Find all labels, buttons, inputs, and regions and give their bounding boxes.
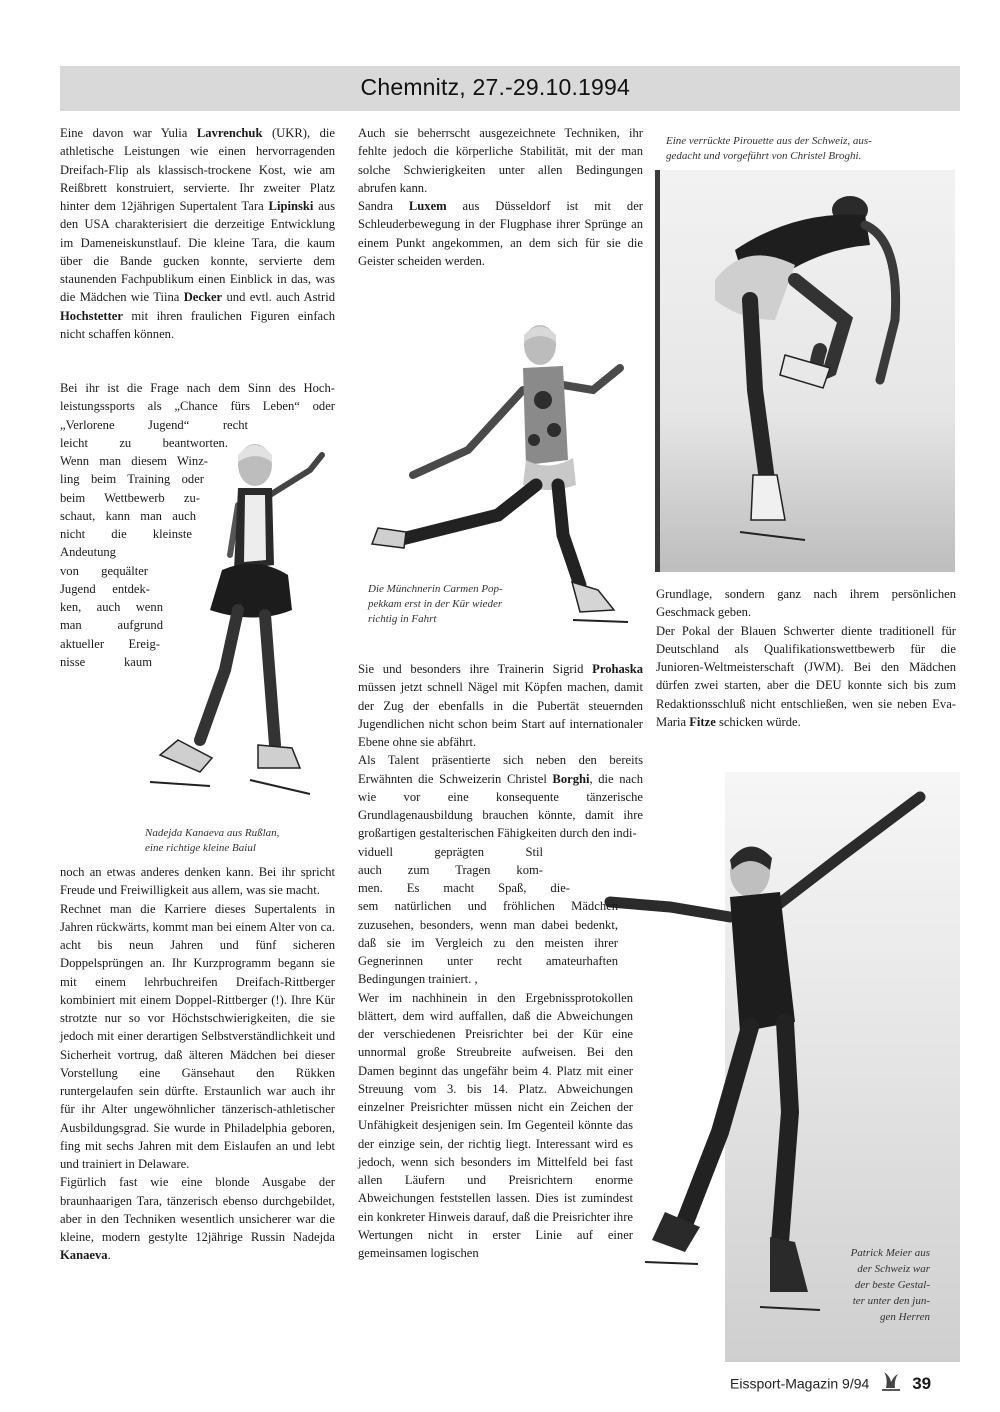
paragraph: Grundlage, sondern ganz nach ihrem persönlichen Geschmack geben.	[656, 587, 956, 620]
footer	[730, 1368, 931, 1399]
line: „Verlorene Jugend“ recht	[60, 417, 248, 432]
line: nisse kaum	[60, 654, 152, 669]
line: ken, auch wenn	[60, 600, 163, 614]
line: nicht die kleinste	[60, 527, 192, 541]
column-1-bottom	[60, 863, 335, 1265]
paragraph: Rechnet man die Karriere dieses Supertalents in Jahren rückwärts, kommt man bei einem Alter von ca. acht bis neun Jahren und fünf sicheren Doppelsprüngen an. Ihr Kurzprogramm begann sie mit einem lehrbuchreifen Dreifach-Rittberger kombiniert mit einem Doppel-Rittberger (!). Ihre Kür strotzte nur so vor Höchstschwierigkeiten, die sie jedoch mit einer derartigen Selbstverständlichkeit und Sicherheit vortrug, daß älteren Mädchen bei dieser Vorstellung eine Gänsehaut den Rükken runtergelaufen sein dürfte. Erstaunlich war auch ihr für ihr Alter ungewöhnlicher tänzerisch-athletischer Ausbildungsgrad. Sie wurde in Philadelphia geboren, fing mit sechs Jahren mit dem Eislaufen an und lebt und trainiert in Delaware.	[60, 901, 335, 1171]
line: Jugend entdek-	[60, 581, 150, 596]
column-2-top	[358, 124, 643, 270]
photo-borghi	[655, 170, 955, 572]
paragraph: Sie und besonders ihre Trainerin Sigrid Prohaska müssen jetzt schnell Nägel mit Köpfen machen, damit der Zug der ebenfalls in die Pubertät steuernden Jugendlichen nicht schon beim Start auf internationaler Ebene ohne sie abfährt.	[358, 662, 643, 749]
line: von gequälter	[60, 563, 148, 578]
line: men. Es macht Spaß, die-	[358, 881, 570, 895]
photo-poppek	[358, 300, 643, 630]
photo-caption-meier: Patrick Meier aus der Schweiz war der beste Gestal- ter unter den jun- gen Herren	[850, 1247, 930, 1323]
paragraph: Wer im nachhinein in den Ergebnissprotokollen blättert, dem wird auffallen, daß die Abweichungen der verschiedenen Preisrichter bei der Kür eine unnormal große Streubreite aufweisen. Bei den Damen beginnt das ungefähr beim 4. Platz mit einer Streuung vom 3. bis 14. Platz. Abweichungen einzelner Preisrichter müssen nicht ein Zeichen der Unfähigkeit desjenigen sein. Im Gegenteil könnte das der einzige sein, der richtig liegt. Interessant wird es jedoch, wenn sich besonders im Mittelfeld bei fast allen Läufern und Preisrichtern enorme Abweichungen feststellen lassen. Dies ist zumindest ein konkreter Hinweis darauf, daß die Preisrichter ihre Wertungen nicht in erster Linie auf einer gemeinsamen logischen	[358, 990, 633, 1260]
line: Wenn man diesem Winz-	[60, 454, 208, 468]
line: man aufgrund	[60, 618, 163, 633]
paragraph: sem natürlichen und fröhlichen Mädchen zuzusehen, besonders, wenn man dabei bedenkt, daß sie im Vergleich zu den meisten ihrer Gegnerinnen unter recht amateurhaften Bedingungen trainiert. ,	[358, 899, 618, 987]
line: Andeutung	[60, 545, 116, 560]
paragraph: Eine davon war Yulia Lavrenchuk (UKR), die athletische Leistungen wie einen hervorragenden Dreifach-Flip als klassisch-trockene Kost, wie am Reißbrett konstruiert, servierte. Ihr zweiter Platz hinter dem 12jährigen Supertalent Tara Lipinski aus den USA charakterisiert die derzeitige Entwicklung im Dameneiskunstlauf. Die kleine Tara, die kaum über die Bande gucken konnte, servierte dem staunenden Fachpublikum einen Einblick in das, was die Mädchen wie Tiina Decker und evtl. auch Astrid Hochstetter mit ihren fraulichen Figuren einfach nicht schaffen können.	[60, 126, 336, 341]
page-number: 39	[912, 1373, 932, 1393]
line: leistungssports als „Chance fürs Leben“ oder	[60, 399, 335, 414]
column-3	[656, 585, 956, 731]
page-title: Chemnitz, 27.-29.10.1994	[360, 74, 630, 100]
line: auch zum Tragen kom-	[358, 862, 543, 877]
line: viduell geprägten Stil	[358, 844, 543, 859]
photo-caption-poppek: Die Münchnerin Carmen Pop- pekkam erst in der Kür wieder richtig in Fahrt	[368, 583, 503, 625]
photo-caption-kanaeva: Nadejda Kanaeva aus Rußlan, eine richtige kleine Baiul	[145, 827, 280, 854]
line: leicht zu beantworten.	[60, 435, 228, 450]
paragraph: Der Pokal der Blauen Schwerter diente traditionell für Deutschland als Qualifikationswettbewerb für die Junioren-Weltmeisterschaft (JWM). Bei den Mädchen dürfen zwei starten, aber die DEU konnte sich bis zum Redaktionsschluß nicht entschließen, wen sie neben Eva-Maria Fitze schicken würde.	[656, 623, 956, 729]
magazine-name: Eissport-Magazin 9/94	[730, 1375, 870, 1392]
paragraph: Sandra Luxem aus Düsseldorf ist mit der Schleuderbewegung in der Flugphase ihrer Sprünge an einem Punkt angekommen, an dem sich für sie die Geister scheiden werden.	[358, 199, 643, 268]
line: aktueller Ereig-	[60, 636, 160, 651]
line: schaut, kann man auch	[60, 508, 196, 523]
paragraph: Auch sie beherrscht ausgezeichnete Techniken, ihr fehlte jedoch die körperliche Stabilität, mit der man solche Schwierigkeiten unter allen Bedingungen abrufen kann.	[358, 126, 643, 195]
line: ling beim Training oder	[60, 472, 204, 487]
paragraph: Figürlich fast wie eine blonde Ausgabe der braunhaarigen Tara, tänzerisch ebenso durchgebildet, aber in den Techniken wesentlich unsicherer war die kleine, modern gestylte 12jährige Russin Nadejda Kanaeva.	[60, 1175, 335, 1263]
photo-caption-borghi: Eine verrückte Pirouette aus der Schweiz, aus- gedacht und vorgeführt von Christel Broghi.	[666, 135, 872, 162]
line: beim Wettbewerb zu-	[60, 490, 200, 505]
header-bar	[60, 66, 960, 111]
paragraph: Als Talent präsentierte sich neben den bereits Erwähnten die Schweizerin Christel Borghi, die nach wie vor eine konsequente tänzerische Grundlagenausbildung brauchen könnte, damit ihre großartigen gestalterischen Fähigkeiten durch den indi-	[358, 753, 643, 841]
column-1-wrap	[60, 379, 335, 671]
paragraph: noch an etwas anderes denken kann. Bei ihr spricht Freude und Freiwilligkeit aus allem, was sie macht.	[60, 865, 335, 898]
column-1	[60, 124, 335, 343]
skater-logo-icon	[878, 1368, 904, 1399]
line: Bei ihr ist die Frage nach dem Sinn des Hoch-	[60, 381, 335, 395]
column-2-middle	[358, 660, 643, 1262]
